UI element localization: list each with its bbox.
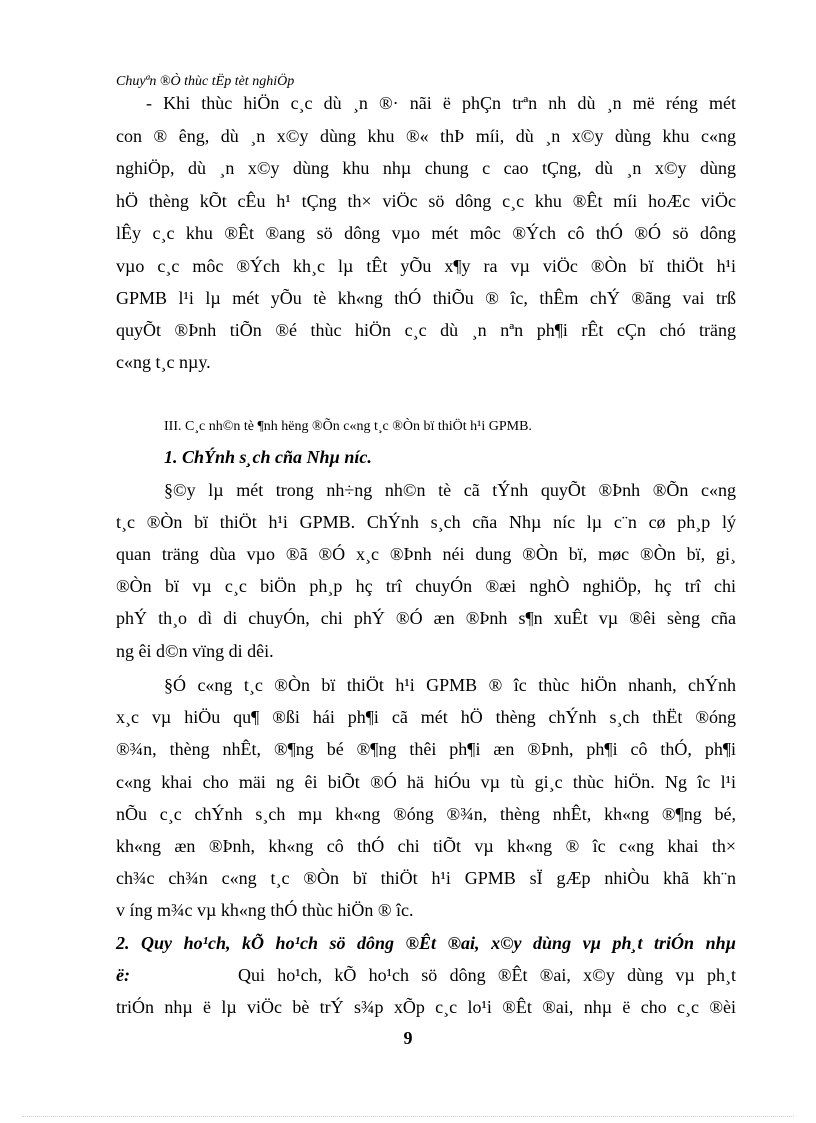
text-line: hÖ thèng kÕt cÊu h¹ tÇng th× viÖc sö dông c¸c khu ®Êt míi hoÆc viÖc [116,191,736,211]
text-line: quyÕt ®Þnh tiÕn ®é thùc hiÖn c¸c dù ¸n nªn ph¶i rÊt cÇn chó träng [116,320,736,340]
text-line: ®Òn bï vµ c¸c biÖn ph¸p hç trî chuyÓn ®æi nghÒ nghiÖp, hç trî chi [116,576,736,596]
text-line: nÕu c¸c chÝnh s¸ch mµ kh«ng ®óng ®¾n, thèng nhÊt, kh«ng ®¶ng bé, [116,804,736,824]
text-line: quan träng dùa vµo ®ã ®Ó x¸c ®Þnh néi dung ®Òn bï, møc ®Òn bï, gi¸ [116,544,736,564]
subsection-heading: 2. Quy ho¹ch, kÕ ho¹ch sö dông ®Êt ®ai, x©y dùng vµ ph¸t triÓn nhµ [116,933,736,953]
text-line [116,964,736,986]
text-line: t¸c ®Òn bï thiÖt h¹i GPMB. ChÝnh s¸ch cña Nhµ níc lµ c¨n cø ph¸p lý [116,512,736,532]
subsection-heading: 1. ChÝnh s¸ch cña Nhµ níc. [164,447,372,467]
running-header: Chuyªn ®Ò thùc tËp tèt nghiÖp [116,74,295,89]
text-line: - Khi thùc hiÖn c¸c dù ¸n ®· nãi ë phÇn trªn nh dù ¸n më réng mét [146,93,736,113]
page-number: 9 [403,1028,413,1048]
text-line: vµo c¸c môc ®Ých kh¸c lµ tÊt yÕu x¶y ra vµ viÖc ®Òn bï thiÖt h¹i [116,256,736,276]
text-line: c«ng khai cho mäi ng êi biÕt ®Ó hä hiÓu vµ tù gi¸c thùc hiÖn. Ng îc l¹i [116,772,736,792]
text-line: x¸c vµ hiÖu qu¶ ®ßi hái ph¶i cã mét hÖ thèng chÝnh s¸ch thËt ®óng [116,707,736,727]
page-divider [22,1116,794,1117]
text-line: triÓn nhµ ë lµ viÖc bè trÝ s¾p xÕp c¸c lo¹i ®Êt ®ai, nhµ ë cho c¸c ®èi [116,997,736,1017]
section-heading: III. C¸c nh©n tè ¶nh hëng ®Õn c«ng t¸c ®Òn bï thiÖt h¹i GPMB. [164,419,532,434]
text-line: GPMB l¹i lµ mét yÕu tè kh«ng thÓ thiÕu ® îc, thÊm chÝ ®ãng vai trß [116,288,736,308]
text-line: ng êi d©n vïng di dêi. [116,641,274,661]
text-line: c«ng t¸c nµy. [116,352,211,372]
text-fragment: Qui ho¹ch, kÕ ho¹ch sö dông ®Êt ®ai, x©y dùng vµ ph¸t [238,965,736,985]
text-line: phÝ th¸o dì di chuyÓn, chi phÝ ®Ó æn ®Þnh s¶n xuÊt vµ ®êi sèng cña [116,608,736,628]
subsection-heading-tail: ë: [116,965,130,985]
text-line: kh«ng æn ®Þnh, kh«ng cô thÓ chi tiÕt vµ kh«ng ® îc c«ng khai th× [116,836,736,856]
text-line: §©y lµ mét trong nh÷ng nh©n tè cã tÝnh quyÕt ®Þnh ®Õn c«ng [164,480,736,500]
text-line: §Ó c«ng t¸c ®Òn bï thiÖt h¹i GPMB ® îc thùc hiÖn nhanh, chÝnh [164,675,736,695]
text-line: con ® êng, dù ¸n x©y dùng khu ®« thÞ míi, dù ¸n x©y dùng khu c«ng [116,126,736,146]
text-line: ch¾c ch¾n c«ng t¸c ®Òn bï thiÖt h¹i GPMB sÏ gÆp nhiÒu khã kh¨n [116,868,736,888]
text-line: ®¾n, thèng nhÊt, ®¶ng bé ®¶ng thêi ph¶i æn ®Þnh, ph¶i cô thÓ, ph¶i [116,739,736,759]
text-line: nghiÖp, dù ¸n x©y dùng khu nhµ chung c cao tÇng, dù ¸n x©y dùng [116,158,736,178]
text-line: lÊy c¸c khu ®Êt ®ang sö dông vµo mét môc ®Ých cô thÓ ®Ó sö dông [116,223,736,243]
text-line: v íng m¾c vµ kh«ng thÓ thùc hiÖn ® îc. [116,900,414,920]
